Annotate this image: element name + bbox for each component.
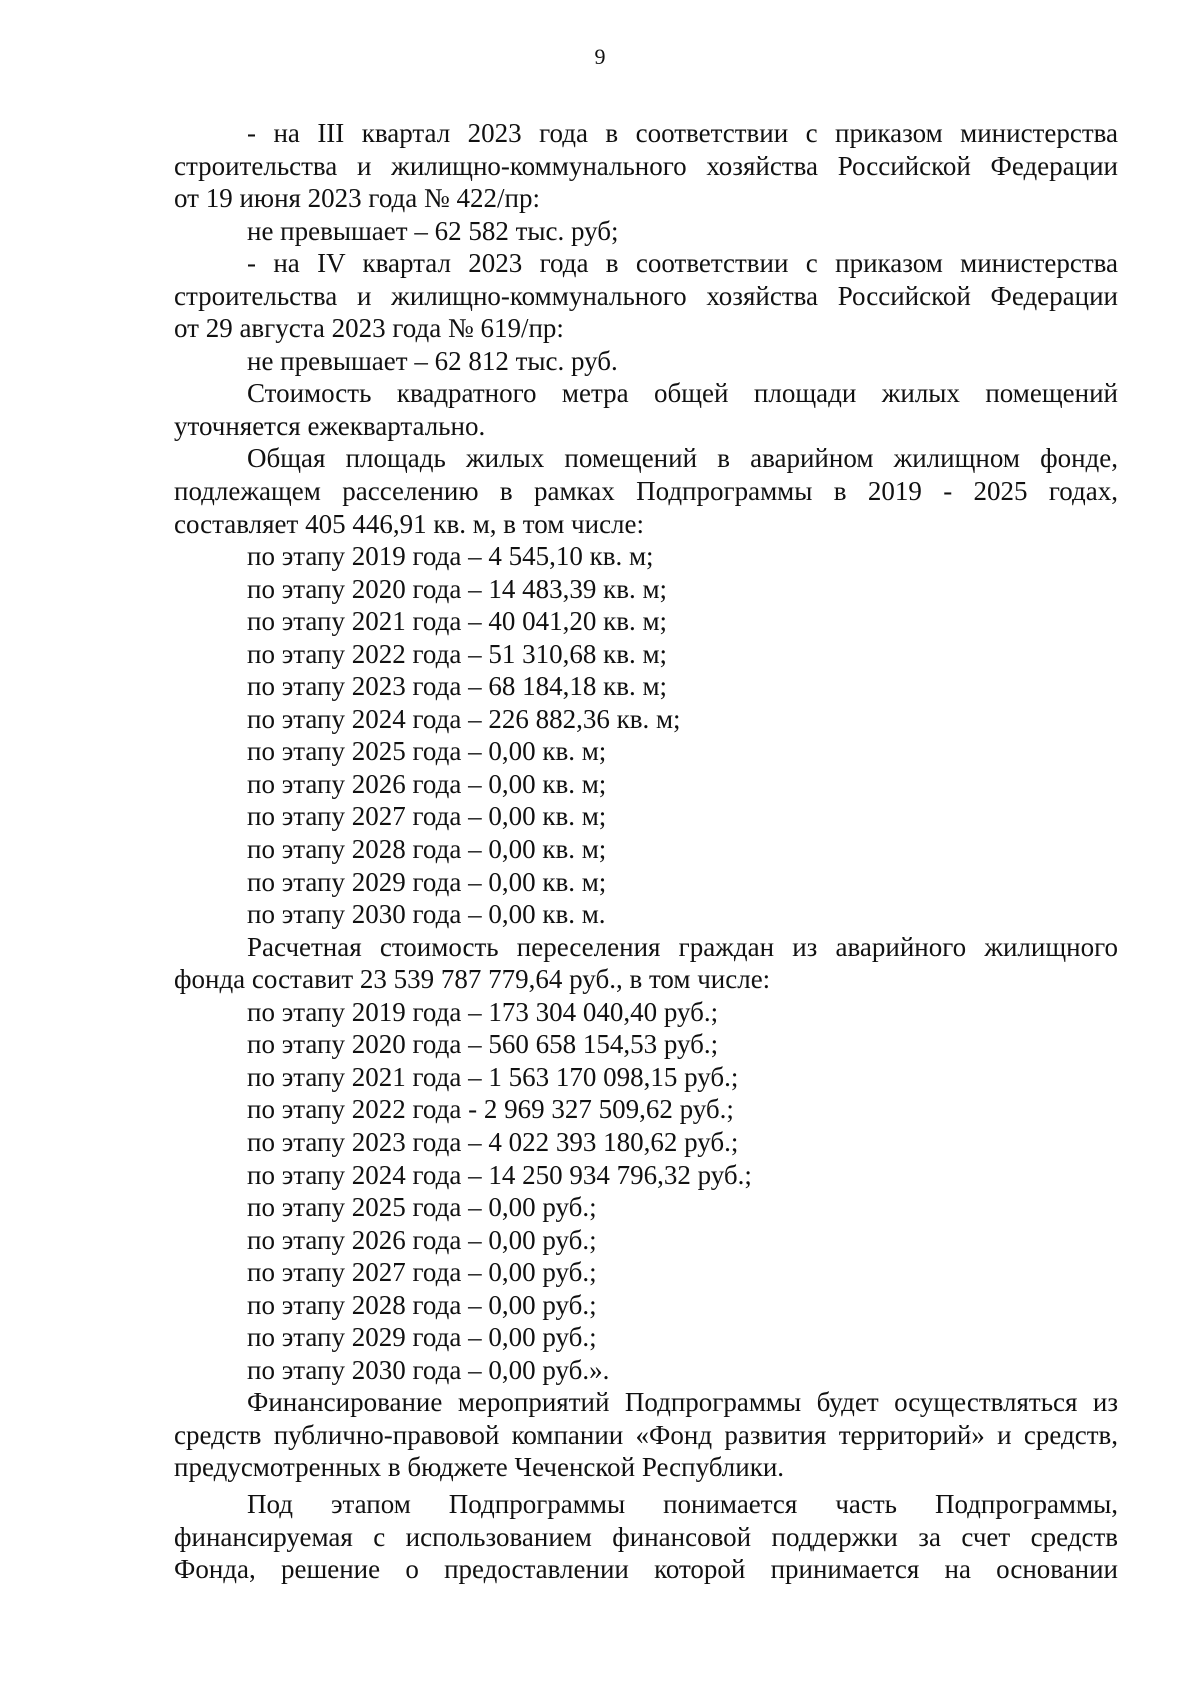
text-line: по этапу 2026 года – 0,00 кв. м; (247, 768, 607, 799)
text-line: финансируемая с использованием финансовой поддержки за счет средств (174, 1521, 1118, 1552)
text-line: по этапу 2027 года – 0,00 кв. м; (247, 801, 607, 832)
text-line: по этапу 2028 года – 0,00 кв. м; (247, 834, 607, 865)
text-line: предусмотренных в бюджете Чеченской Республики. (174, 1452, 785, 1483)
text-line: - на III квартал 2023 года в соответствии с приказом министерства (247, 118, 1118, 148)
text-line: по этапу 2023 года – 4 022 393 180,62 руб.; (247, 1126, 739, 1157)
text-line: Под этапом Подпрограммы понимается часть Подпрограммы, (247, 1488, 1118, 1519)
text-line: фонда составит 23 539 787 779,64 руб., в том числе: (174, 964, 771, 995)
text-line: не превышает – 62 812 тыс. руб. (247, 345, 618, 376)
text-line: от 29 августа 2023 года № 619/пр: (174, 313, 564, 344)
text-line: Стоимость квадратного метра общей площади жилых помещений (247, 378, 1118, 409)
text-line: - на IV квартал 2023 года в соответствии с приказом министерства (247, 248, 1118, 279)
text-line: по этапу 2019 года – 4 545,10 кв. м; (247, 541, 654, 572)
text-line: по этапу 2022 года – 51 310,68 кв. м; (247, 638, 668, 669)
text-line: Общая площадь жилых помещений в аварийном жилищном фонде, (247, 443, 1118, 474)
text-line: по этапу 2022 года - 2 969 327 509,62 руб.; (247, 1094, 734, 1125)
text-line: по этапу 2026 года – 0,00 руб.; (247, 1224, 597, 1255)
text-line: по этапу 2029 года – 0,00 руб.; (247, 1322, 597, 1353)
text-line: составляет 405 446,91 кв. м, в том числе: (174, 508, 645, 539)
text-line: по этапу 2025 года – 0,00 руб.; (247, 1192, 597, 1223)
text-line: по этапу 2019 года – 173 304 040,40 руб.; (247, 996, 719, 1027)
text-line: по этапу 2024 года – 14 250 934 796,32 руб.; (247, 1159, 752, 1190)
text-line: по этапу 2030 года – 0,00 руб.». (247, 1354, 610, 1385)
text-line: по этапу 2021 года – 1 563 170 098,15 руб.; (247, 1061, 739, 1092)
page-number: 9 (594, 44, 606, 69)
document-body (174, 117, 1118, 1586)
text-line: по этапу 2024 года – 226 882,36 кв. м; (247, 703, 681, 734)
text-line: строительства и жилищно-коммунального хозяйства Российской Федерации (174, 280, 1118, 311)
text-line: Финансирование мероприятий Подпрограммы будет осуществляться из (247, 1387, 1118, 1418)
text-line: по этапу 2028 года – 0,00 руб.; (247, 1289, 597, 1320)
text-line: Фонда, решение о предоставлении которой принимается на основании (174, 1554, 1118, 1585)
text-line: не превышает – 62 582 тыс. руб; (247, 215, 619, 246)
text-line: по этапу 2020 года – 14 483,39 кв. м; (247, 573, 668, 604)
text-line: по этапу 2029 года – 0,00 кв. м; (247, 866, 607, 897)
text-line: по этапу 2025 года – 0,00 кв. м; (247, 736, 607, 767)
text-line: от 19 июня 2023 года № 422/пр: (174, 183, 540, 214)
text-line: по этапу 2030 года – 0,00 кв. м. (247, 899, 606, 930)
text-line: по этапу 2027 года – 0,00 руб.; (247, 1257, 597, 1288)
text-line: по этапу 2021 года – 40 041,20 кв. м; (247, 606, 668, 637)
text-line: уточняется ежеквартально. (174, 410, 486, 441)
text-line: Расчетная стоимость переселения граждан из аварийного жилищного (247, 931, 1118, 962)
text-line: по этапу 2023 года – 68 184,18 кв. м; (247, 671, 668, 702)
text-line: средств публично-правовой компании «Фонд развития территорий» и средств, (174, 1419, 1118, 1450)
text-line: строительства и жилищно-коммунального хозяйства Российской Федерации (174, 150, 1118, 181)
text-line: подлежащем расселению в рамках Подпрограммы в 2019 - 2025 годах, (174, 476, 1118, 507)
text-line: по этапу 2020 года – 560 658 154,53 руб.; (247, 1029, 719, 1060)
